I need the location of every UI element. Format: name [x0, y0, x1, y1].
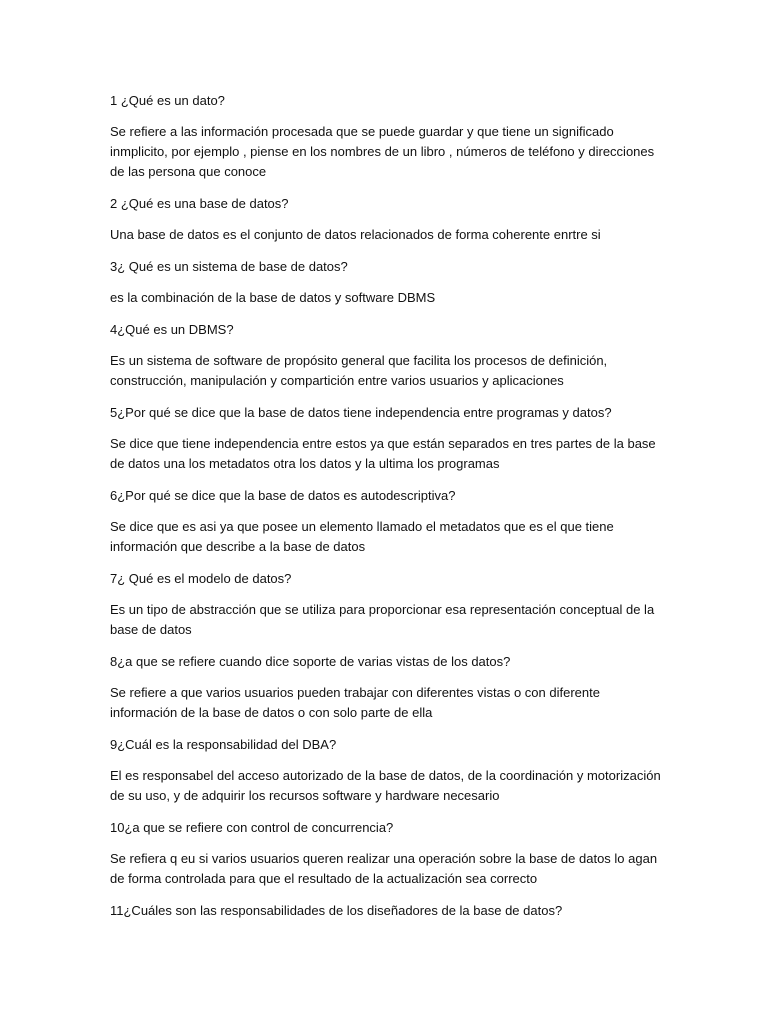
question-7: 7¿ Qué es el modelo de datos?	[110, 571, 292, 586]
question-9: 9¿Cuál es la responsabilidad del DBA?	[110, 737, 337, 752]
qa-item-2	[110, 194, 670, 245]
answer-6: Se dice que es asi ya que posee un elemento llamado el metadatos que es el que tiene información que describe a la base de datos	[110, 519, 614, 554]
qa-item-3	[110, 257, 670, 308]
document-content	[110, 91, 670, 933]
question-5: 5¿Por qué se dice que la base de datos tiene independencia entre programas y datos?	[110, 405, 612, 420]
answer-8: Se refiere a que varios usuarios pueden trabajar con diferentes vistas o con diferente información de la base de datos o con solo parte de ella	[110, 685, 600, 720]
answer-1: Se refiere a las información procesada que se puede guardar y que tiene un significado inmplicito, por ejemplo , piense en los nombres de un libro , números de teléfono y direcciones de las persona que conoce	[110, 124, 655, 179]
answer-5: Se dice que tiene independencia entre estos ya que están separados en tres partes de la base de datos una los metadatos otra los datos y la ultima los programas	[110, 436, 656, 471]
qa-item-4	[110, 320, 670, 391]
answer-4: Es un sistema de software de propósito general que facilita los procesos de definición, construcción, manipulación y compartición entre varios usuarios y aplicaciones	[110, 353, 608, 388]
question-3: 3¿ Qué es un sistema de base de datos?	[110, 259, 348, 274]
qa-item-9	[110, 735, 670, 806]
answer-7: Es un tipo de abstracción que se utiliza para proporcionar esa representación conceptual de la base de datos	[110, 602, 655, 637]
qa-item-7	[110, 569, 670, 640]
qa-item-5	[110, 403, 670, 474]
qa-item-1	[110, 91, 670, 182]
question-4: 4¿Qué es un DBMS?	[110, 322, 234, 337]
question-10: 10¿a que se refiere con control de concurrencia?	[110, 820, 394, 835]
qa-item-11	[110, 901, 670, 921]
answer-10: Se refiera q eu si varios usuarios queren realizar una operación sobre la base de datos lo agan de forma controlada para que el resultado de la actualización sea correcto	[110, 851, 658, 886]
answer-2: Una base de datos es el conjunto de datos relacionados de forma coherente enrtre si	[110, 227, 601, 242]
answer-9: El es responsabel del acceso autorizado de la base de datos, de la coordinación y motorización de su uso, y de adquirir los recursos software y hardware necesario	[110, 768, 661, 803]
question-1: 1 ¿Qué es un dato?	[110, 93, 225, 108]
question-6: 6¿Por qué se dice que la base de datos es autodescriptiva?	[110, 488, 456, 503]
question-11: 11¿Cuáles son las responsabilidades de los diseñadores de la base de datos?	[110, 903, 563, 918]
qa-item-8	[110, 652, 670, 723]
question-8: 8¿a que se refiere cuando dice soporte de varias vistas de los datos?	[110, 654, 511, 669]
answer-3: es la combinación de la base de datos y software DBMS	[110, 290, 436, 305]
question-2: 2 ¿Qué es una base de datos?	[110, 196, 289, 211]
qa-item-10	[110, 818, 670, 889]
qa-item-6	[110, 486, 670, 557]
